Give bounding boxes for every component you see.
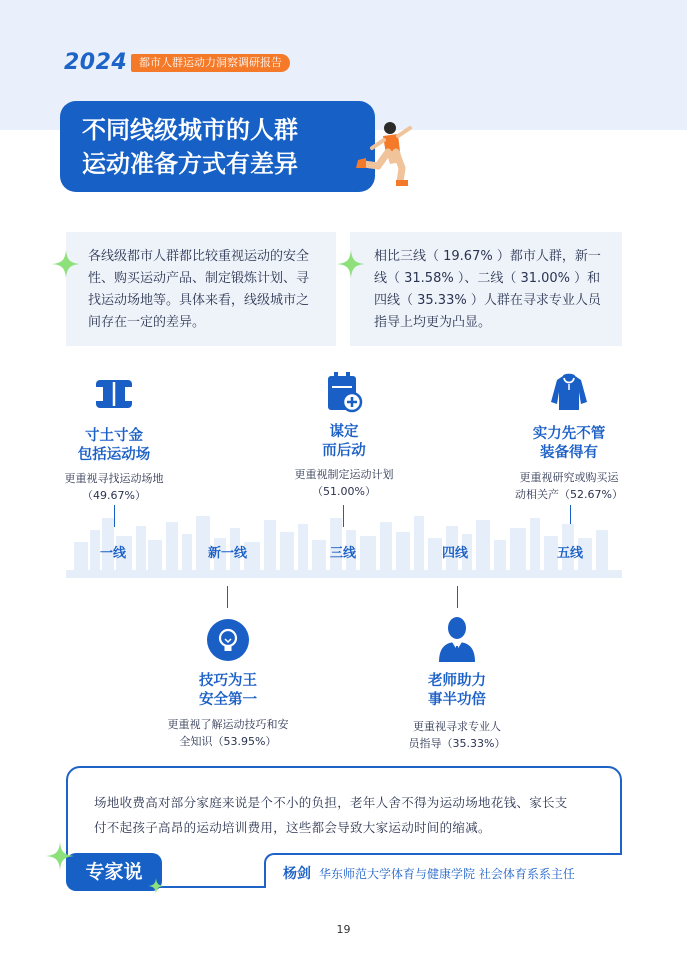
item-teacher [395, 616, 519, 752]
item-value: 全知识（53.95%） [179, 735, 277, 748]
item-head-2: 包括运动场 [77, 447, 151, 463]
item-desc: 更重视研究或购买运 [519, 471, 619, 484]
page-title [60, 101, 375, 192]
runner-illustration-icon [350, 118, 422, 190]
item-head-2: 安全第一 [199, 692, 257, 708]
intro-right-text: 相比三线（ 19.67% ）都市人群，新一线（ 31.58% ）、二线（ 31.00% ）和四线（ 35.33% ）人群在寻求专业人员指导上均更为凸显。 [374, 249, 601, 330]
connector-line [227, 586, 228, 608]
report-title-tag: 都市人群运动力洞察调研报告 [131, 54, 290, 72]
item-skills [158, 618, 298, 750]
title-line-2: 运动准备方式有差异 [82, 150, 298, 178]
tier-label-tier1: 一线 [100, 546, 127, 561]
item-value: 动相关产（52.67%） [515, 488, 623, 501]
teacher-icon [435, 616, 479, 662]
intro-left-text: 各线级都市人群都比较重视运动的安全性、购买运动产品、制定锻炼计划、寻找运动场地等。具体来看，线级城市之间存在一定的差异。 [88, 249, 310, 330]
item-desc: 更重视寻求专业人 [413, 720, 501, 733]
expert-quote-line-2: 付不起孩子高昂的运动培训费用，这些都会导致大家运动时间的缩减。 [94, 820, 491, 835]
expert-label: 专家说 [66, 853, 162, 891]
item-value: （49.67%） [82, 489, 146, 502]
hoodie-icon [549, 372, 589, 412]
item-head-1: 技巧为王 [199, 673, 257, 689]
item-venue [54, 374, 174, 504]
title-line-1: 不同线级城市的人群 [82, 116, 298, 144]
item-head-1: 谋定 [329, 424, 359, 440]
sparkle-icon [46, 842, 74, 870]
expert-quote-line-1: 场地收费高对部分家庭来说是个不小的负担，老年人舍不得为运动场地花钱、家长支 [94, 795, 568, 810]
court-icon [94, 374, 134, 414]
connector-line [457, 586, 458, 608]
report-year: 2024 [64, 50, 128, 75]
item-head-2: 而后动 [322, 443, 366, 459]
item-desc: 更重视了解运动技巧和安 [167, 718, 289, 731]
tier-label-tier3: 三线 [330, 546, 357, 561]
intro-left-box [66, 232, 336, 346]
lightbulb-icon [206, 618, 250, 662]
tier-label-new-tier1: 新一线 [208, 546, 248, 561]
sparkle-icon [337, 250, 365, 278]
expert-name: 杨剑 [283, 866, 311, 882]
item-head-1: 实力先不管 [532, 426, 606, 442]
item-desc: 更重视制定运动计划 [294, 468, 394, 481]
item-plan [284, 370, 404, 500]
expert-quote-text [94, 790, 604, 840]
tier-label-tier5: 五线 [557, 546, 584, 561]
item-gear [505, 372, 633, 503]
expert-author [264, 853, 622, 888]
intro-right-box [350, 232, 622, 346]
item-value: 员指导（35.33%） [408, 737, 506, 750]
item-desc: 更重视寻找运动场地 [64, 472, 164, 485]
expert-affiliation: 华东师范大学体育与健康学院 社会体育系系主任 [319, 867, 575, 881]
item-head-2: 事半功倍 [428, 692, 486, 708]
page-number: 19 [336, 923, 351, 936]
item-head-1: 老师助力 [428, 673, 486, 689]
sparkle-icon [148, 878, 164, 894]
tier-label-tier4: 四线 [442, 546, 469, 561]
calendar-plus-icon [324, 370, 364, 414]
item-head-2: 装备得有 [540, 445, 598, 461]
item-value: （51.00%） [312, 485, 376, 498]
item-head-1: 寸土寸金 [85, 428, 143, 444]
sparkle-icon [52, 250, 80, 278]
